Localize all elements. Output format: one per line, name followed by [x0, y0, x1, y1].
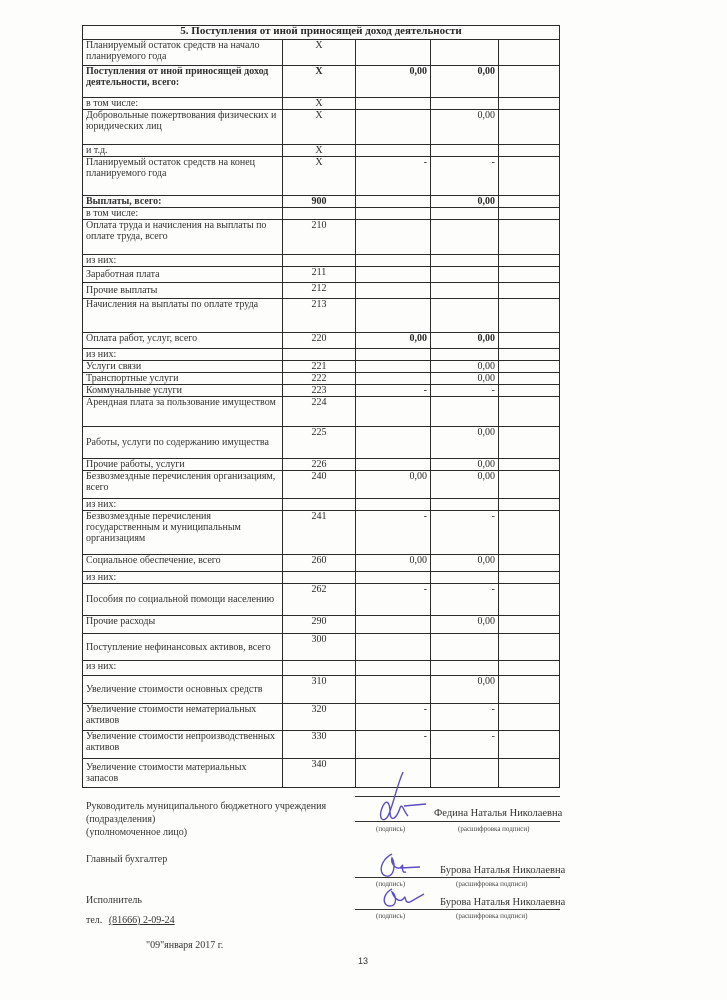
- row-value-1: [356, 98, 431, 110]
- table-row: [83, 220, 560, 255]
- row-value-2: [431, 572, 499, 584]
- row-label: из них:: [83, 661, 283, 676]
- row-label: Выплаты, всего:: [83, 196, 283, 208]
- row-value-1: -: [356, 731, 431, 759]
- row-value-2: 0,00: [431, 676, 499, 704]
- table-row: [83, 283, 560, 299]
- row-label: в том числе:: [83, 98, 283, 110]
- row-code: 224: [283, 397, 356, 427]
- row-code: 900: [283, 196, 356, 208]
- row-value-3: [499, 555, 560, 572]
- row-label: из них:: [83, 349, 283, 361]
- table-row: [83, 759, 560, 788]
- row-value-3: [499, 459, 560, 471]
- row-value-2: 0,00: [431, 66, 499, 98]
- row-label: Транспортные услуги: [83, 373, 283, 385]
- row-value-2: [431, 40, 499, 66]
- row-value-1: [356, 459, 431, 471]
- row-code: [283, 208, 356, 220]
- row-value-3: [499, 499, 560, 511]
- row-value-1: [356, 661, 431, 676]
- row-label: Планируемый остаток средств на конец планируемого года: [83, 157, 283, 196]
- row-value-2: 0,00: [431, 459, 499, 471]
- executor-name: Бурова Наталья Николаевна: [440, 897, 566, 908]
- row-label: Прочие работы, услуги: [83, 459, 283, 471]
- row-code: 260: [283, 555, 356, 572]
- row-value-3: [499, 634, 560, 661]
- table-row: [83, 704, 560, 731]
- table-row: [83, 145, 560, 157]
- table-row: [83, 157, 560, 196]
- row-label: Добровольные пожертвования физических и юридических лиц: [83, 110, 283, 145]
- row-label: и т.д.: [83, 145, 283, 157]
- row-label: Безвозмездные перечисления организациям, всего: [83, 471, 283, 499]
- row-code: 300: [283, 634, 356, 661]
- row-value-3: [499, 283, 560, 299]
- row-value-2: [431, 759, 499, 788]
- row-value-3: [499, 397, 560, 427]
- row-code: X: [283, 98, 356, 110]
- head-name: Федина Наталья Николаевна: [434, 808, 563, 819]
- chief-accountant-name: Бурова Наталья Николаевна: [440, 865, 566, 876]
- row-value-3: [499, 333, 560, 349]
- head-signature-caption: (подпись): [376, 825, 406, 833]
- row-label: Арендная плата за пользование имуществом: [83, 397, 283, 427]
- row-value-2: 0,00: [431, 373, 499, 385]
- row-value-2: [431, 267, 499, 283]
- row-value-1: [356, 196, 431, 208]
- row-label: из них:: [83, 499, 283, 511]
- table-row: [83, 397, 560, 427]
- row-value-2: [431, 299, 499, 333]
- table-row: [83, 676, 560, 704]
- table-row: [83, 66, 560, 98]
- row-value-1: [356, 208, 431, 220]
- head-title: [86, 800, 326, 839]
- row-value-1: [356, 634, 431, 661]
- income-table: [82, 25, 560, 788]
- row-value-2: [431, 397, 499, 427]
- row-code: 221: [283, 361, 356, 373]
- row-value-3: [499, 98, 560, 110]
- row-value-1: 0,00: [356, 333, 431, 349]
- table-row: [83, 634, 560, 661]
- executor-decoding-caption: (расшифровка подписи): [456, 912, 528, 920]
- row-value-3: [499, 208, 560, 220]
- row-value-3: [499, 759, 560, 788]
- row-value-2: [431, 98, 499, 110]
- row-label: Прочие расходы: [83, 616, 283, 634]
- row-value-3: [499, 731, 560, 759]
- row-value-2: [431, 208, 499, 220]
- table-row: [83, 471, 560, 499]
- row-value-2: 0,00: [431, 555, 499, 572]
- row-code: 211: [283, 267, 356, 283]
- row-value-2: [431, 145, 499, 157]
- row-label: Поступление нефинансовых активов, всего: [83, 634, 283, 661]
- row-code: 262: [283, 584, 356, 616]
- row-value-2: -: [431, 584, 499, 616]
- row-value-1: [356, 349, 431, 361]
- document-date: "09"января 2017 г.: [146, 940, 224, 951]
- row-code: X: [283, 40, 356, 66]
- row-value-3: [499, 572, 560, 584]
- row-value-3: [499, 584, 560, 616]
- row-value-3: [499, 704, 560, 731]
- row-code: [283, 255, 356, 267]
- row-value-3: [499, 676, 560, 704]
- row-value-1: [356, 397, 431, 427]
- row-label: Увеличение стоимости материальных запасов: [83, 759, 283, 788]
- table-row: [83, 616, 560, 634]
- row-value-3: [499, 361, 560, 373]
- executor-title: Исполнитель: [86, 895, 142, 906]
- row-value-2: 0,00: [431, 427, 499, 459]
- table-row: [83, 427, 560, 459]
- row-value-3: [499, 471, 560, 499]
- chief-accountant-signature-caption: (подпись): [376, 880, 406, 888]
- row-code: 225: [283, 427, 356, 459]
- row-value-3: [499, 66, 560, 98]
- row-value-3: [499, 511, 560, 555]
- row-label: Безвозмездные перечисления государственным и муниципальным организациям: [83, 511, 283, 555]
- table-row: [83, 555, 560, 572]
- phone-label: тел.: [86, 915, 103, 926]
- row-label: Планируемый остаток средств на начало планируемого года: [83, 40, 283, 66]
- row-code: 220: [283, 333, 356, 349]
- row-code: X: [283, 110, 356, 145]
- row-value-2: -: [431, 511, 499, 555]
- row-value-2: 0,00: [431, 110, 499, 145]
- row-code: 320: [283, 704, 356, 731]
- row-value-1: -: [356, 584, 431, 616]
- page-number: 13: [358, 956, 369, 966]
- table-row: [83, 255, 560, 267]
- row-label: Поступления от иной приносящей доход деятельности, всего:: [83, 66, 283, 98]
- row-value-1: [356, 283, 431, 299]
- executor-signature-caption: (подпись): [376, 912, 406, 920]
- head-signature-image: [368, 768, 438, 830]
- row-code: [283, 349, 356, 361]
- row-value-2: [431, 661, 499, 676]
- row-value-3: [499, 145, 560, 157]
- row-code: 240: [283, 471, 356, 499]
- row-value-1: [356, 255, 431, 267]
- row-value-3: [499, 349, 560, 361]
- row-value-1: [356, 361, 431, 373]
- row-value-1: [356, 40, 431, 66]
- row-code: 213: [283, 299, 356, 333]
- row-label: Увеличение стоимости нематериальных активов: [83, 704, 283, 731]
- row-value-1: [356, 499, 431, 511]
- table-row: [83, 349, 560, 361]
- table-row: [83, 385, 560, 397]
- row-value-2: [431, 499, 499, 511]
- row-label: Работы, услуги по содержанию имущества: [83, 427, 283, 459]
- head-decoding-caption: (расшифровка подписи): [458, 825, 530, 833]
- row-code: 223: [283, 385, 356, 397]
- row-value-2: -: [431, 704, 499, 731]
- chief-accountant-title: Главный бухгалтер: [86, 854, 168, 865]
- row-label: Начисления на выплаты по оплате труда: [83, 299, 283, 333]
- row-code: 340: [283, 759, 356, 788]
- table-row: [83, 361, 560, 373]
- row-value-2: -: [431, 385, 499, 397]
- row-value-2: [431, 220, 499, 255]
- row-code: 226: [283, 459, 356, 471]
- row-value-1: -: [356, 385, 431, 397]
- row-code: X: [283, 157, 356, 196]
- row-value-3: [499, 196, 560, 208]
- row-value-2: [431, 349, 499, 361]
- row-code: 222: [283, 373, 356, 385]
- row-value-2: 0,00: [431, 333, 499, 349]
- table-row: [83, 731, 560, 759]
- row-code: X: [283, 66, 356, 98]
- row-label: из них:: [83, 255, 283, 267]
- row-value-2: [431, 634, 499, 661]
- row-label: Оплата труда и начисления на выплаты по оплате труда, всего: [83, 220, 283, 255]
- row-value-2: 0,00: [431, 361, 499, 373]
- row-code: [283, 499, 356, 511]
- table-row: [83, 584, 560, 616]
- row-value-1: [356, 145, 431, 157]
- table-row: [83, 110, 560, 145]
- row-label: Оплата работ, услуг, всего: [83, 333, 283, 349]
- row-value-1: [356, 427, 431, 459]
- row-value-2: -: [431, 731, 499, 759]
- row-label: Увеличение стоимости непроизводственных активов: [83, 731, 283, 759]
- table-row: [83, 208, 560, 220]
- row-value-1: [356, 676, 431, 704]
- head-title-line-2: (подразделения): [86, 814, 156, 825]
- row-label: Социальное обеспечение, всего: [83, 555, 283, 572]
- row-value-2: 0,00: [431, 616, 499, 634]
- table-row: [83, 196, 560, 208]
- row-code: 210: [283, 220, 356, 255]
- phone-number: (81666) 2-09-24: [108, 915, 175, 926]
- row-value-3: [499, 267, 560, 283]
- row-value-3: [499, 220, 560, 255]
- row-value-3: [499, 299, 560, 333]
- row-value-1: 0,00: [356, 66, 431, 98]
- row-value-1: [356, 616, 431, 634]
- row-code: [283, 572, 356, 584]
- row-label: Услуги связи: [83, 361, 283, 373]
- head-title-line-3: (уполномоченное лицо): [86, 827, 188, 838]
- row-value-1: [356, 373, 431, 385]
- row-code: 310: [283, 676, 356, 704]
- row-value-3: [499, 255, 560, 267]
- row-value-1: 0,00: [356, 471, 431, 499]
- table-row: [83, 511, 560, 555]
- row-label: в том числе:: [83, 208, 283, 220]
- row-value-3: [499, 427, 560, 459]
- row-value-1: [356, 267, 431, 283]
- executor-signature-image: [372, 886, 432, 912]
- table-row: [83, 459, 560, 471]
- row-code: X: [283, 145, 356, 157]
- row-value-1: [356, 110, 431, 145]
- row-label: Прочие выплаты: [83, 283, 283, 299]
- chief-accountant-decoding-caption: (расшифровка подписи): [456, 880, 528, 888]
- table-row: [83, 373, 560, 385]
- row-value-1: -: [356, 704, 431, 731]
- row-value-1: -: [356, 511, 431, 555]
- row-value-3: [499, 110, 560, 145]
- row-value-2: [431, 283, 499, 299]
- table-row: [83, 499, 560, 511]
- row-code: 212: [283, 283, 356, 299]
- row-value-3: [499, 373, 560, 385]
- row-label: Коммунальные услуги: [83, 385, 283, 397]
- row-value-3: [499, 385, 560, 397]
- row-code: 241: [283, 511, 356, 555]
- row-code: 330: [283, 731, 356, 759]
- head-title-line-1: Руководитель муниципального бюджетного учреждения: [86, 801, 327, 812]
- row-value-2: 0,00: [431, 471, 499, 499]
- row-value-1: -: [356, 157, 431, 196]
- row-label: Пособия по социальной помощи населению: [83, 584, 283, 616]
- table-row: [83, 661, 560, 676]
- phone-line: [86, 914, 175, 927]
- row-label: Увеличение стоимости основных средств: [83, 676, 283, 704]
- row-value-3: [499, 157, 560, 196]
- chief-accountant-signature-image: [370, 850, 430, 882]
- table-row: [83, 40, 560, 66]
- row-value-1: 0,00: [356, 555, 431, 572]
- row-code: [283, 661, 356, 676]
- row-value-3: [499, 40, 560, 66]
- row-value-1: [356, 299, 431, 333]
- row-code: 290: [283, 616, 356, 634]
- table-row: [83, 98, 560, 110]
- row-value-3: [499, 616, 560, 634]
- row-label: Заработная плата: [83, 267, 283, 283]
- row-value-3: [499, 661, 560, 676]
- row-value-2: -: [431, 157, 499, 196]
- row-value-2: [431, 255, 499, 267]
- table-row: [83, 333, 560, 349]
- table-row: [83, 267, 560, 283]
- row-value-1: [356, 572, 431, 584]
- row-label: из них:: [83, 572, 283, 584]
- row-value-2: 0,00: [431, 196, 499, 208]
- section-title: 5. Поступления от иной приносящей доход деятельности: [83, 26, 560, 40]
- table-row: [83, 299, 560, 333]
- table-row: [83, 572, 560, 584]
- row-value-1: [356, 220, 431, 255]
